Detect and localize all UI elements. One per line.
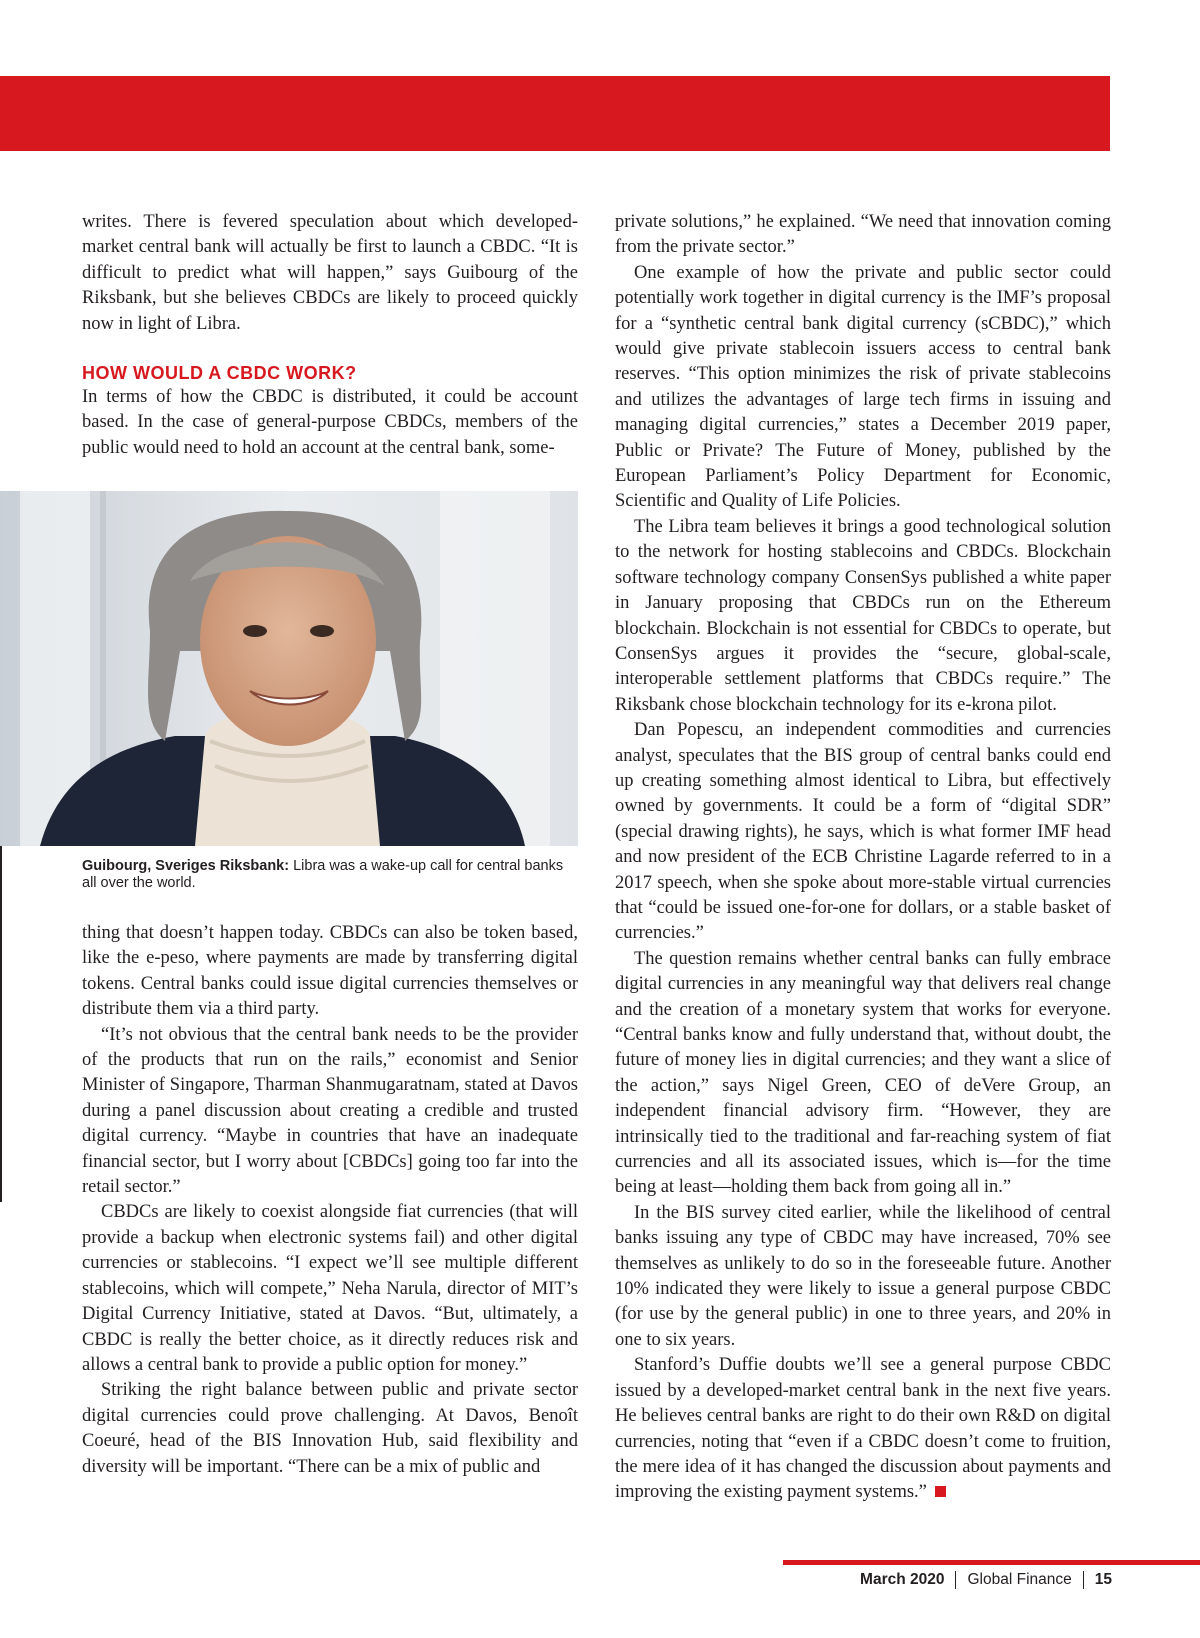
footer-separator [1083,1571,1084,1589]
left-column-bottom [82,921,578,1480]
article-paragraph: The question remains whether central banks can fully embrace digital currencies in any meaningful way that delivers real change and the creation of a monetary system that works for everyone. “Central banks know and fully understand that, without doubt, the future of money lies in digital currencies; and they want a slice of the action,” says Nigel Green, CEO of deVere Group, an independent financial advisory firm. “However, they are intrinsically tied to the traditional and far-reaching system of fiat currencies and all its associated issues, which is—for the time being at least—holding them back from going all in.” [615,948,1111,1198]
caption-bold: Guibourg, Sveriges Riksbank: [82,858,290,874]
vertical-rule [0,846,2,1202]
page-footer [860,1571,1112,1589]
footer-publication: Global Finance [967,1571,1072,1588]
article-paragraph: “It’s not obvious that the central bank needs to be the provider of the products that run on the rails,” economist and Senior Minister of Singapore, Tharman Shanmugaratnam, stated at Davos during a panel discussion about creating a credible and trusted digital currency. “Maybe in countries that have an inadequate financial sector, but I worry about [CBDCs] going too far into the retail sector.” [82,1024,578,1198]
section-heading: HOW WOULD A CBDC WORK? [82,363,357,384]
article-paragraph: Dan Popescu, an independent commodities and currencies analyst, speculates that the BIS group of central banks could end up creating something almost identical to Libra, but effectively owned by governments. It could be a form of “digital SDR” (special drawing rights), he says, which is what former IMF head and now president of the ECB Christine Lagarde referred to in a 2017 speech, when she spoke about more-stable virtual currencies that “could be issued one-for-one for dollars, or a stable basket of currencies.” [615,720,1111,944]
footer-separator [955,1571,956,1589]
caption-text: Libra was a wake-up call for central banks all over the world. [82,858,564,891]
photo-caption [82,858,578,892]
article-paragraph: private solutions,” he explained. “We need that innovation coming from the private sector.” [615,212,1111,258]
article-paragraph: Striking the right balance between public and private sector digital currencies could prove challenging. At Davos, Benoît Coeuré, head of the BIS Innovation Hub, said flexibility and diversity will be important. “There can be a mix of public and [82,1380,578,1477]
footer-rule [783,1560,1200,1565]
article-paragraph: One example of how the private and public sector could potentially work together in digital currency is the IMF’s proposal for a “synthetic central bank digital currency (sCBDC),” which would give private stablecoin issuers access to central bank reserves. “This option minimizes the risk of private stablecoins and utilizes the advantages of large tech firms in issuing and managing digital currencies,” states a December 2019 paper, Public or Private? The Future of Money, published by the European Parliament’s Policy Department for Economic, Scientific and Quality of Life Policies. [615,262,1111,512]
article-paragraph-text: Stanford’s Duffie doubts we’ll see a general purpose CBDC issued by a developed-market central bank in the next five years. He believes central banks are right to do their own R&D on digital currencies, noting that “even if a CBDC doesn’t come to fruition, the mere idea of it has changed the discussion about payments and improving the existing payment systems.” [615,1355,1111,1503]
article-paragraph: thing that doesn’t happen today. CBDCs can also be token based, like the e-peso, where payments are made by transferring digital tokens. Central banks could issue digital currencies themselves or distribute them via a third party. [82,923,578,1020]
article-paragraph: In terms of how the CBDC is distributed, it could be account based. In the case of general-purpose CBDCs, members of the public would need to hold an account at the central bank, some- [82,387,578,458]
article-final-paragraph [615,1353,1111,1505]
page-number: 15 [1094,1571,1112,1588]
footer-date: March 2020 [860,1571,945,1588]
right-column [615,210,1111,1506]
article-paragraph: In the BIS survey cited earlier, while the likelihood of central banks issuing any type of CBDC may have increased, 70% see themselves as unlikely to do so in the foreseeable future. Another 10% indicated they were likely to issue a general purpose CBDC (for use by the general public) in one to three years, and 20% in one to six years. [615,1202,1111,1350]
left-column-top [82,210,578,461]
article-paragraph: CBDCs are likely to coexist alongside fiat currencies (that will provide a backup when electronic systems fail) and other digital currencies or stablecoins. “I expect we’ll see multiple different stablecoins, which will compete,” Neha Narula, director of MIT’s Digital Currency Initiative, stated at Davos. “But, ultimately, a CBDC is really the better choice, as it directly reduces risk and allows a central bank to provide a public option for money.” [82,1202,578,1375]
article-paragraph: The Libra team believes it brings a good technological solution to the network for hosting stablecoins and CBDCs. Blockchain software technology company ConsenSys published a white paper in January proposing that CBDCs run on the Ethereum blockchain. Blockchain is not essential for CBDCs to operate, but ConsenSys argues it provides the “secure, global-scale, interoperable settlement platforms that CBDCs require.” The Riksbank chose blockchain technology for its e-krona pilot. [615,516,1111,715]
end-of-article-mark [935,1486,946,1497]
article-paragraph: writes. There is fevered speculation about which developed-market central bank will actually be first to launch a CBDC. “It is difficult to predict what will happen,” says Guibourg of the Riksbank, but she believes CBDCs are likely to proceed quickly now in light of Libra. [82,212,578,334]
portrait-photo [0,491,578,846]
top-red-band [0,76,1110,151]
